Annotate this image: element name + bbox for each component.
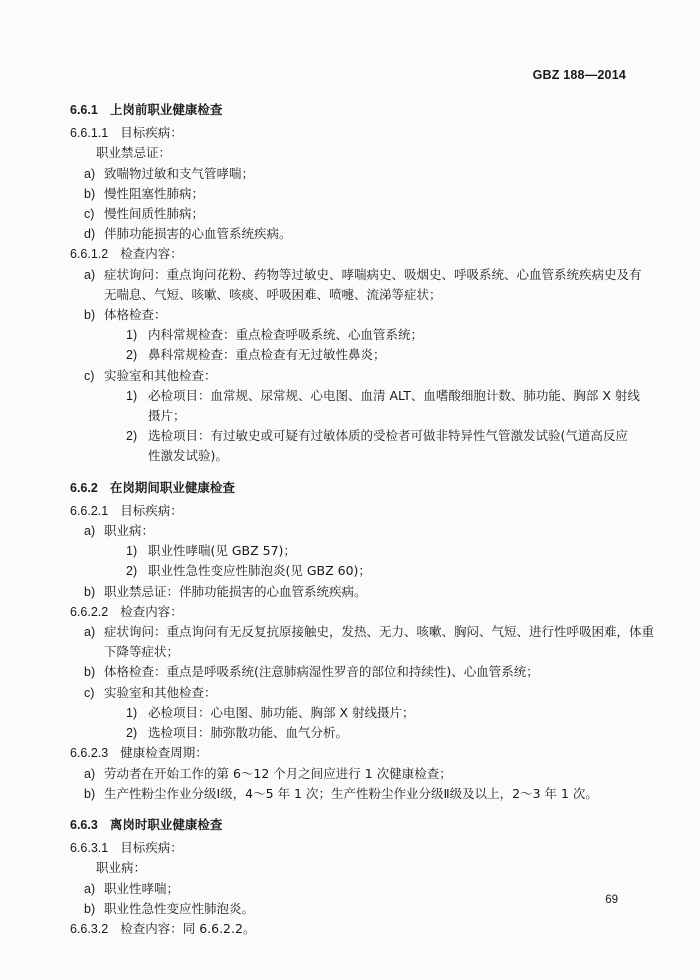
list-item: b) 生产性粉尘作业分级Ⅰ级，4～5 年 1 次；生产性粉尘作业分级Ⅱ级及以上，2～3 年 1 次。 bbox=[84, 785, 598, 801]
list-item: b) 职业禁忌证：伴肺功能损害的心血管系统疾病。 bbox=[84, 583, 367, 599]
list-item: d) 伴肺功能损害的心血管系统疾病。 bbox=[84, 226, 292, 242]
list-item: c) 实验室和其他检查： bbox=[84, 367, 217, 383]
list-item: a) 症状询问：重点询问花粉、药物等过敏史、哮喘病史、吸烟史、呼吸系统、心血管系统疾病史及有 bbox=[84, 266, 642, 282]
sub-list-item: 1) 必检项目：血常规、尿常规、心电图、血清 ALT、血嗜酸细胞计数、肺功能、胸部 X 射线 bbox=[126, 387, 640, 403]
list-item: b) 职业性急性变应性肺泡炎。 bbox=[84, 900, 255, 916]
list-item: a) 致喘物过敏和支气管哮喘； bbox=[84, 165, 255, 181]
sub-list-item: 1) 职业性哮喘(见 GBZ 57)； bbox=[126, 543, 296, 559]
document-body bbox=[70, 100, 655, 939]
subsection-6-6-1-2: 6.6.1.2 检查内容： bbox=[70, 246, 183, 262]
sub-list-item: 1) 内科常规检查：重点检查呼吸系统、心血管系统； bbox=[126, 327, 424, 343]
sub-list-item: 2) 鼻科常规检查：重点检查有无过敏性鼻炎； bbox=[126, 347, 386, 363]
page-number: 69 bbox=[605, 894, 618, 906]
list-item: a) 劳动者在开始工作的第 6～12 个月之间应进行 1 次健康检查； bbox=[84, 765, 452, 781]
standard-code: GBZ 188—2014 bbox=[532, 68, 626, 82]
subsection-6-6-2-2: 6.6.2.2 检查内容： bbox=[70, 603, 183, 619]
list-item-continuation: 无喘息、气短、咳嗽、咳痰、呼吸困难、喷嚏、流涕等症状； bbox=[104, 286, 442, 302]
sub-list-item: 2) 选检项目：有过敏史或可疑有过敏体质的受检者可做非特异性气管激发试验(气道高反应 bbox=[126, 428, 628, 444]
list-item-continuation: 下降等症状； bbox=[104, 644, 180, 660]
list-item: c) 实验室和其他检查： bbox=[84, 684, 217, 700]
list-label: 职业病： bbox=[96, 860, 147, 876]
sub-list-item: 2) 选检项目：肺弥散功能、血气分析。 bbox=[126, 725, 349, 741]
list-label: 职业禁忌证： bbox=[96, 145, 172, 161]
list-item: a) 职业性哮喘； bbox=[84, 880, 180, 896]
section-heading-6-6-3: 6.6.3 离岗时职业健康检查 bbox=[70, 816, 223, 832]
sub-list-item-continuation: 性激发试验)。 bbox=[148, 448, 228, 464]
subsection-6-6-3-1: 6.6.3.1 目标疾病： bbox=[70, 840, 183, 856]
list-item: b) 体格检查： bbox=[84, 307, 167, 323]
subsection-6-6-2-1: 6.6.2.1 目标疾病： bbox=[70, 502, 183, 518]
list-item: b) 体格检查：重点是呼吸系统(注意肺病湿性罗音的部位和持续性)、心血管系统； bbox=[84, 664, 539, 680]
sub-list-item-continuation: 摄片； bbox=[148, 408, 186, 424]
sub-list-item: 1) 必检项目：心电图、肺功能、胸部 X 射线摄片； bbox=[126, 704, 415, 720]
section-heading-6-6-1: 6.6.1 上岗前职业健康检查 bbox=[70, 102, 223, 117]
list-item: a) 职业病： bbox=[84, 523, 155, 539]
list-item: b) 慢性阻塞性肺病； bbox=[84, 185, 205, 201]
section-heading-6-6-2: 6.6.2 在岗期间职业健康检查 bbox=[70, 479, 235, 495]
list-item: a) 症状询问：重点询问有无反复抗原接触史，发热、无力、咳嗽、胸闷、气短、进行性呼吸困难，体重 bbox=[84, 624, 655, 640]
subsection-6-6-2-3: 6.6.2.3 健康检查周期： bbox=[70, 745, 208, 761]
list-item: c) 慢性间质性肺病； bbox=[84, 206, 205, 222]
sub-list-item: 2) 职业性急性变应性肺泡炎(见 GBZ 60)； bbox=[126, 563, 371, 579]
subsection-6-6-1-1: 6.6.1.1 目标疾病： bbox=[70, 125, 183, 141]
subsection-6-6-3-2: 6.6.3.2 检查内容：同 6.6.2.2。 bbox=[70, 920, 256, 936]
